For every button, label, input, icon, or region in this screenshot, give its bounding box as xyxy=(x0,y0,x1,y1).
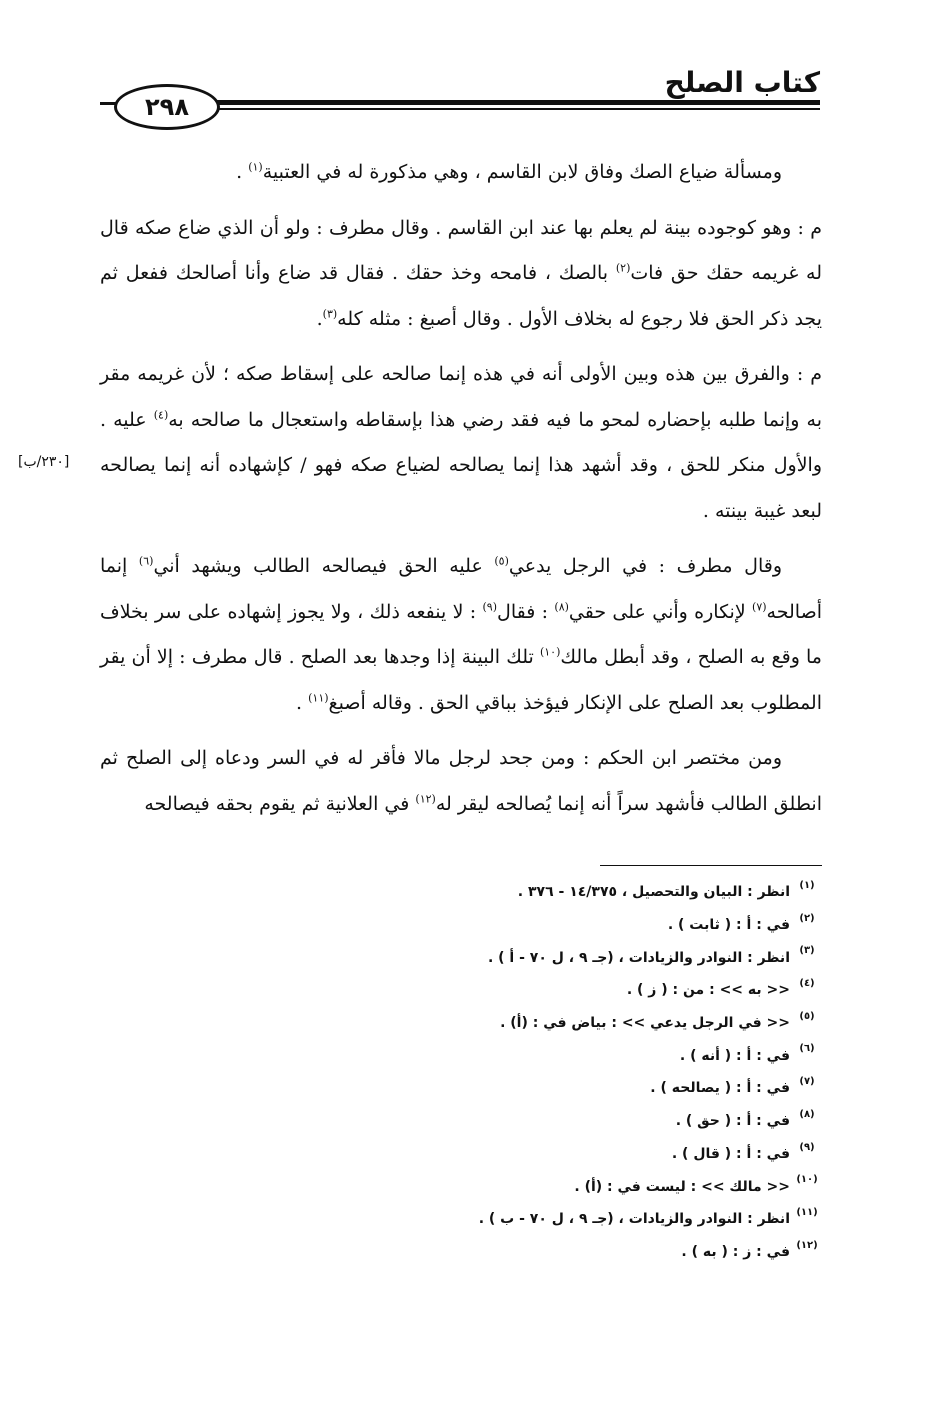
header-rule xyxy=(200,100,820,105)
footnote-item: (٩) في : أ : ( قال ) . xyxy=(671,1141,815,1162)
footnote-item: (٨) في : أ : ( حق ) . xyxy=(675,1108,815,1130)
footnote-ref: (٧) xyxy=(752,600,767,614)
chapter-title: كتاب الصلح xyxy=(664,66,820,99)
footnote-ref: (١١) xyxy=(308,691,329,705)
page-number-oval xyxy=(114,84,220,130)
footnote-ref: (٣) xyxy=(322,307,338,321)
footnote-ref: (٩) xyxy=(482,600,498,614)
paragraph-3: م : والفرق بين هذه وبين الأولى أنه في هذه إنما صالحه على إسقاط صكه ؛ لأن غريمه مقر به وإنما طلبه بإحضاره لمحو ما فيه فقد رضي هذا بإسقاطه واستعجال ما صالحه به$^{(٤)}$ عليه . والأول منكر للحق ، وقد أشهد هذا إنما يصالحه لضياع صكه فهو / كإشهاده أنه إنما يصالحه لبعد غيبة بينته . xyxy=(100,363,822,522)
footnote-ref: (٢) xyxy=(615,261,631,275)
footnote-item: (٤) << به >> : من : ( ز ) . xyxy=(626,978,815,999)
footnote-ref: (٥) xyxy=(494,554,509,568)
footnote-item: (٣) انظر : النوادر والزيادات ، (جـ ٩ ، ل ٧٠ - أ ) . xyxy=(487,945,815,966)
footnote-item: (٢) في : أ : ( ثابت ) . xyxy=(667,912,815,934)
footnote-item: (٥) << في الرجل يدعي >> : بياض في : (أ) . xyxy=(500,1010,815,1032)
footnote-item: (١) انظر : البيان والتحصيل ، ١٤/٣٧٥ - ٣٧٦ . xyxy=(517,880,815,901)
page-number: ٢٩٨ xyxy=(145,93,189,121)
footnote-item: (٧) في : أ : ( يصالحه ) . xyxy=(650,1076,815,1097)
footnote-item: (١١) انظر : النوادر والزيادات ، (جـ ٩ ، ل ٧٠ - ب ) . xyxy=(478,1206,818,1228)
footnote-ref: (٨) xyxy=(554,600,569,614)
paragraph-4: وقال مطرف : في الرجل يدعي$^{(٥)}$ عليه الحق فيصالحه الطالب ويشهد أني$^{(٦)}$ إنما أصالحه$^{(٧)}$ لإنكاره وأني على حقي$^{(٨)}$ : فقال$^{(٩)}$ : لا ينفعه ذلك ، ولا يجوز إشهاده على سر بخلاف ما وقع به الصلح ، وقد أبطل مالك$^{(١٠)}$ تلك البينة إذا وجدها بعد الصلح . قال مطرف : إلا أن يقر المطلوب بعد الصلح على الإنكار فيؤخذ بباقي الحق . وقاله أصبغ$^{(١١)}$ . xyxy=(100,554,822,714)
footnote-ref: (٦) xyxy=(138,554,154,568)
footnote-ref: (١) xyxy=(248,160,263,174)
footnote-item: (١٠) << مالك >> : ليست في : (أ) . xyxy=(574,1174,818,1195)
running-header xyxy=(100,62,820,132)
footnote-item: (١٢) في : ز : ( به ) . xyxy=(681,1239,818,1260)
footnote-ref: (١٢) xyxy=(415,792,436,806)
paragraph-1: ومسألة ضياع الصك وفاق لابن القاسم ، وهي مذكورة له في العتبية$^{(١)}$ . xyxy=(236,160,782,183)
footnote-separator xyxy=(600,865,822,866)
footnotes xyxy=(264,876,824,1268)
main-text xyxy=(100,150,822,837)
footnote-item: (٦) في : أ : ( أنه ) . xyxy=(679,1043,815,1064)
footnote-ref: (١٠) xyxy=(539,645,561,659)
footnote-ref: (٤) xyxy=(153,408,169,422)
header-rule-thin xyxy=(200,108,820,110)
manuscript-folio-note: [٢٣٠/ب] xyxy=(18,454,70,470)
paragraph-2: م : وهو كوجوده بينة لم يعلم بها عند ابن القاسم . وقال مطرف : ولو أن الذي ضاع صكه قال له غريمه حقك حق فات$^{(٢)}$ بالصك ، فامحه وخذ حقك . فقال قد ضاع وأنا أصالحك ففعل ثم يجد ذكر الحق فلا رجوع له بخلاف الأول . وقال أصبغ : مثله كله$^{(٣)}$. xyxy=(100,216,822,330)
paragraph-5: ومن مختصر ابن الحكم : ومن جحد لرجل مالا فأقر له في السر ودعاه إلى الصلح ثم انطلق الطالب فأشهد سراً أنه إنما يُصالحه ليقر له$^{(١٢)}$ في العلانية ثم يقوم بحقه فيصالحه xyxy=(100,747,822,815)
